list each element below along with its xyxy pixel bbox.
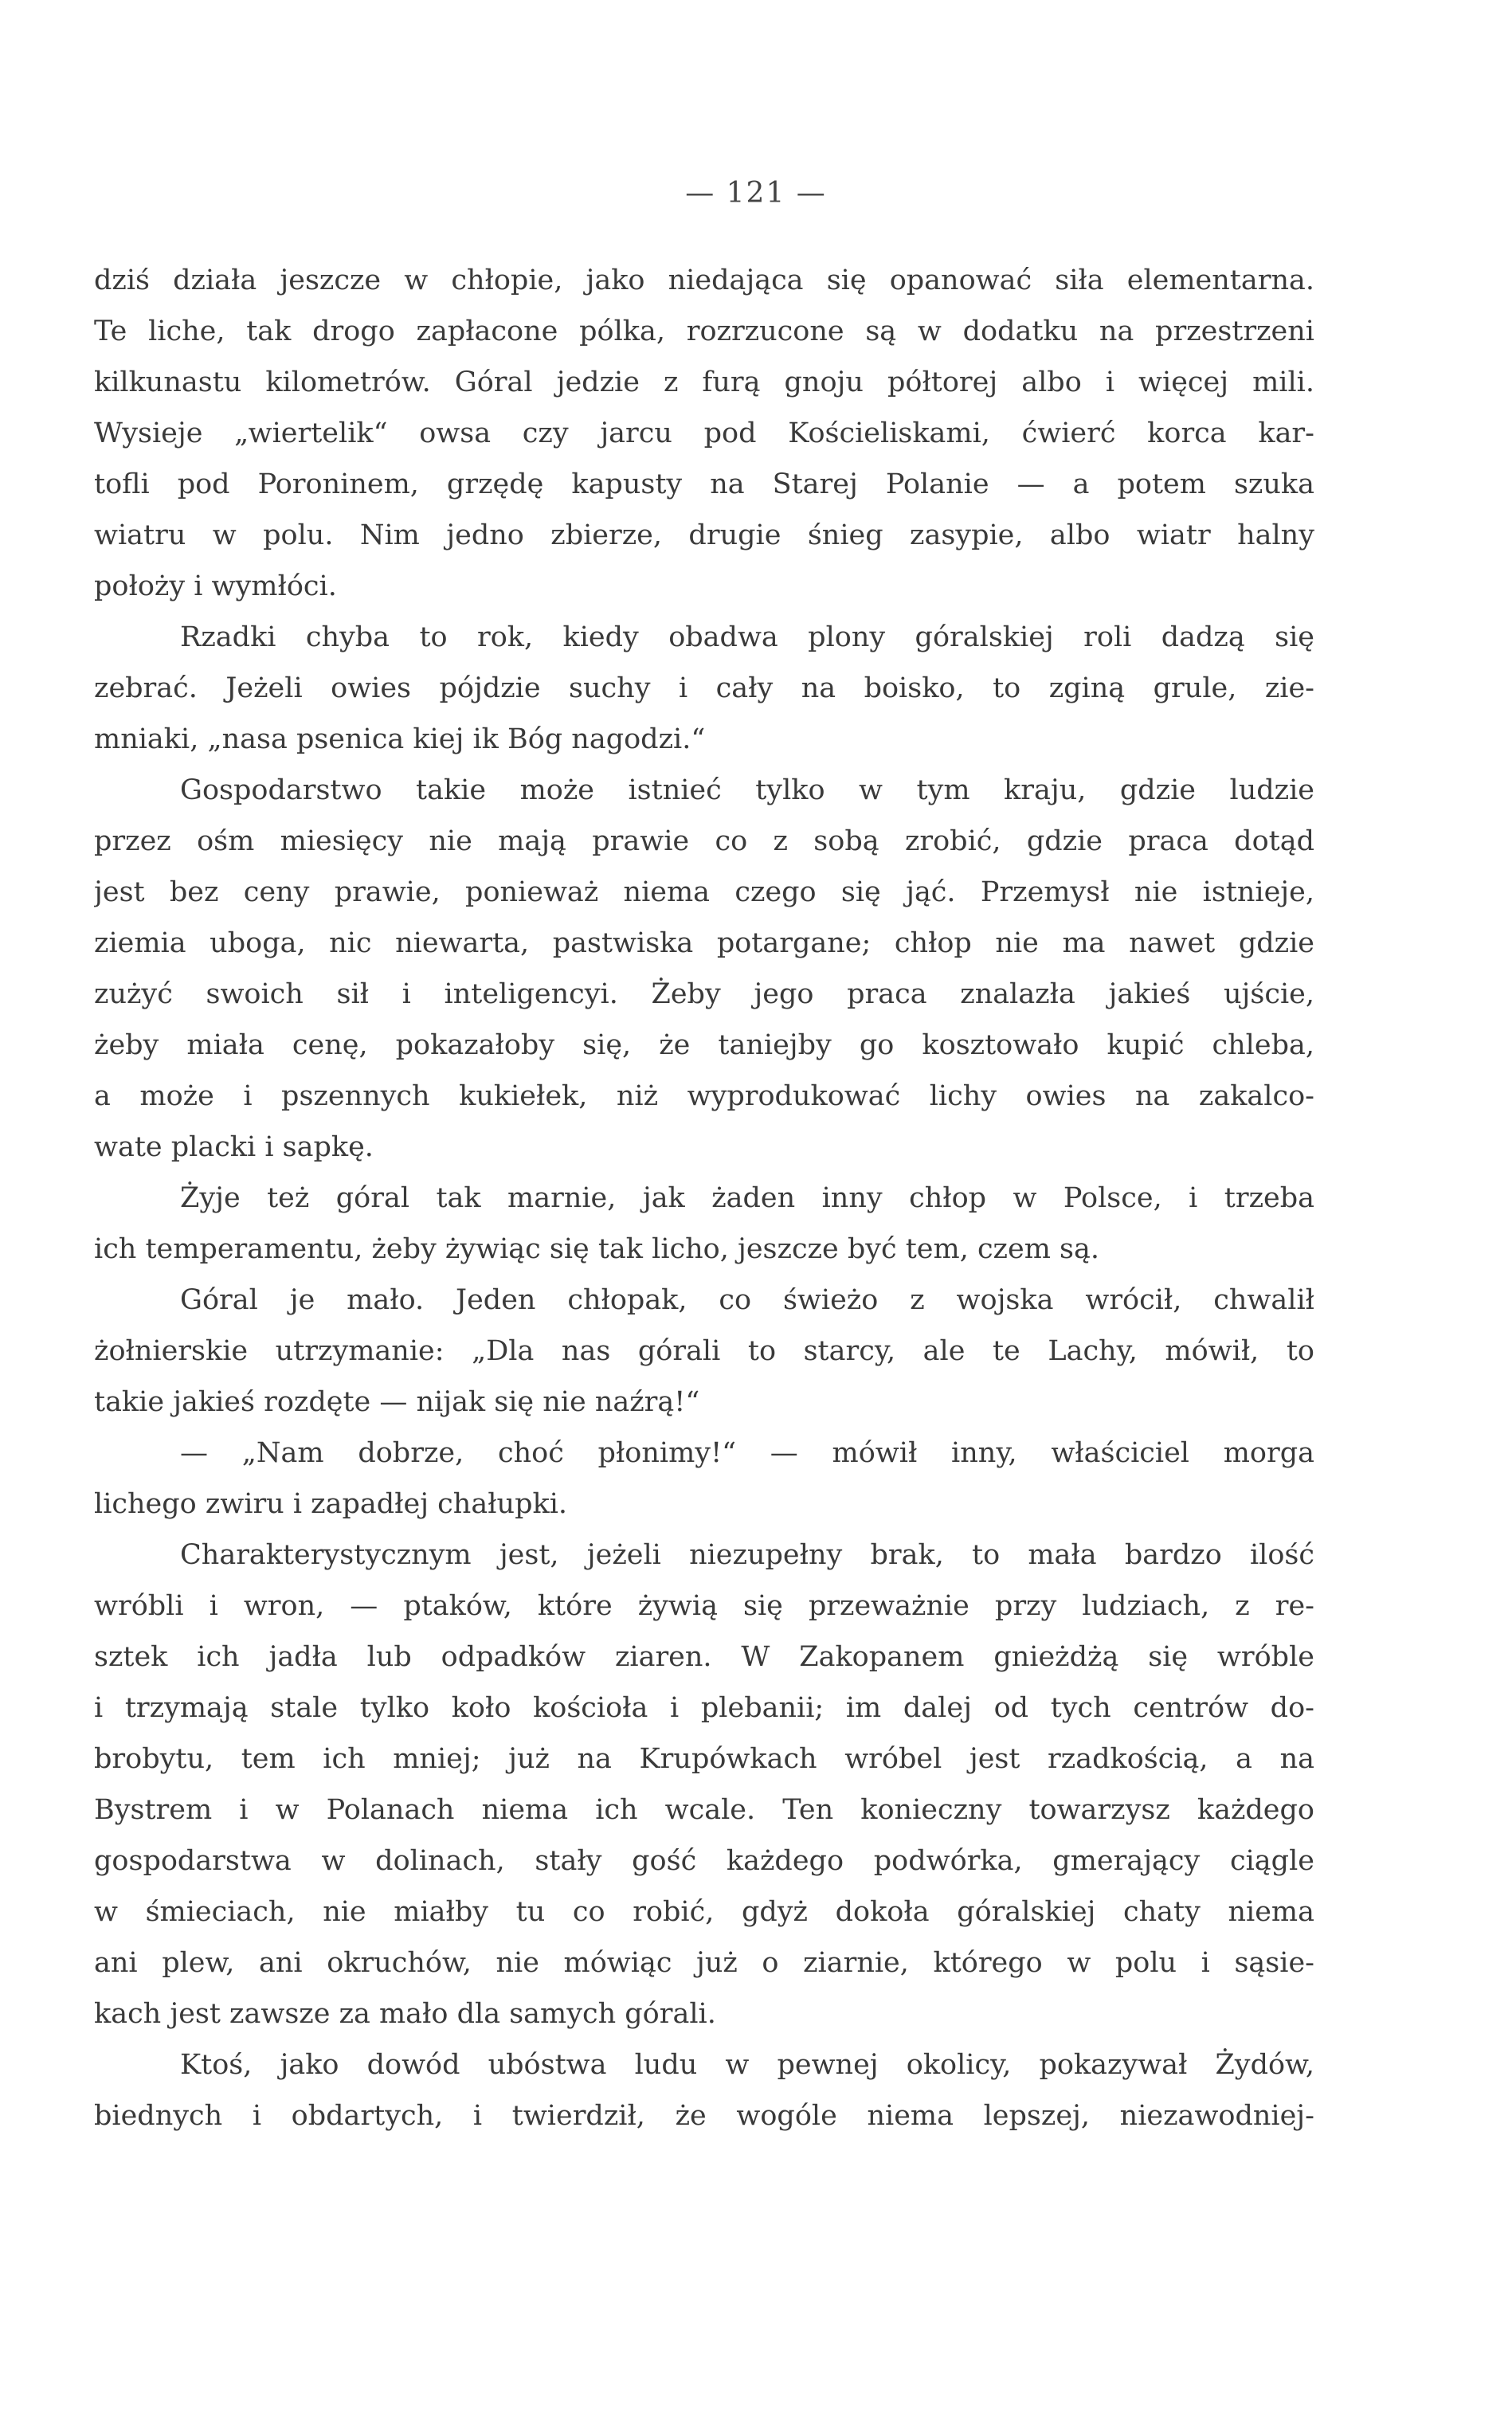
text-line: biednych i obdartych, i twierdził, że wogóle niema lepszej, niezawodniej- <box>94 2100 1314 2132</box>
text-line: wiatru w polu. Nim jedno zbierze, drugie śnieg zasypie, albo wiatr halny <box>94 519 1314 551</box>
text-line: Ktoś, jako dowód ubóstwa ludu w pewnej okolicy, pokazywał Żydów, <box>180 2049 1314 2081</box>
text-line: lichego zwiru i zapadłej chałupki. <box>94 1488 568 1520</box>
text-line: a może i pszennych kukiełek, niż wyprodukować lichy owies na zakalco- <box>94 1080 1314 1112</box>
text-line: zużyć swoich sił i inteligencyi. Żeby jego praca znalazła jakieś ujście, <box>94 978 1314 1010</box>
text-line: brobytu, tem ich mniej; już na Krupówkach wróbel jest rzadkością, a na <box>94 1743 1314 1775</box>
text-line: dziś działa jeszcze w chłopie, jako niedająca się opanować siła elementarna. <box>94 264 1314 296</box>
text-line: i trzymają stale tylko koło kościoła i plebanii; im dalej od tych centrów do- <box>94 1692 1314 1724</box>
text-line: wróbli i wron, — ptaków, które żywią się przeważnie przy ludziach, z re- <box>94 1590 1314 1622</box>
text-line: zebrać. Jeżeli owies pójdzie suchy i cały na boisko, to zginą grule, zie- <box>94 672 1314 704</box>
text-line: kach jest zawsze za mało dla samych górali. <box>94 1998 716 2030</box>
text-line: mniaki, „nasa psenica kiej ik Bóg nagodzi.“ <box>94 723 706 755</box>
text-line: Rzadki chyba to rok, kiedy obadwa plony góralskiej roli dadzą się <box>180 621 1314 653</box>
text-line: w śmieciach, nie miałby tu co robić, gdyż dokoła góralskiej chaty niema <box>94 1896 1314 1928</box>
text-line: Gospodarstwo takie może istnieć tylko w tym kraju, gdzie ludzie <box>180 774 1314 806</box>
text-line: Bystrem i w Polanach niema ich wcale. Ten konieczny towarzysz każdego <box>94 1794 1314 1826</box>
text-line: ani plew, ani okruchów, nie mówiąc już o ziarnie, którego w polu i sąsie- <box>94 1947 1314 1979</box>
text-line: — „Nam dobrze, choć płonimy!“ — mówił inny, właściciel morga <box>180 1437 1314 1469</box>
text-line: przez ośm miesięcy nie mają prawie co z sobą zrobić, gdzie praca dotąd <box>94 825 1314 857</box>
text-line: Góral je mało. Jeden chłopak, co świeżo z wojska wrócił, chwalił <box>180 1284 1314 1316</box>
text-line: żeby miała cenę, pokazałoby się, że taniejby go kosztowało kupić chleba, <box>94 1029 1314 1061</box>
text-line: gospodarstwa w dolinach, stały gość każdego podwórka, gmerający ciągle <box>94 1845 1314 1877</box>
text-line: położy i wymłóci. <box>94 570 337 602</box>
text-line: Charakterystycznym jest, jeżeli niezupełny brak, to mała bardzo ilość <box>180 1539 1314 1571</box>
text-line: Te liche, tak drogo zapłacone pólka, rozrzucone są w dodatku na przestrzeni <box>94 315 1314 347</box>
text-line: Żyje też góral tak marnie, jak żaden inny chłop w Polsce, i trzeba <box>180 1182 1314 1214</box>
text-line: tofli pod Poroninem, grzędę kapusty na Starej Polanie — a potem szuka <box>94 468 1314 500</box>
text-line: ziemia uboga, nic niewarta, pastwiska potargane; chłop nie ma nawet gdzie <box>94 927 1314 959</box>
text-line: takie jakieś rozdęte — nijak się nie naźrą!“ <box>94 1386 700 1418</box>
text-line: wate placki i sapkę. <box>94 1131 374 1163</box>
text-line: Wysieje „wiertelik“ owsa czy jarcu pod Kościeliskami, ćwierć korca kar- <box>94 417 1314 449</box>
text-line: sztek ich jadła lub odpadków ziaren. W Zakopanem gnieżdżą się wróble <box>94 1641 1314 1673</box>
text-line: ich temperamentu, żeby żywiąc się tak licho, jeszcze być tem, czem są. <box>94 1233 1099 1265</box>
text-line: żołnierskie utrzymanie: „Dla nas górali to starcy, ale te Lachy, mówił, to <box>94 1335 1314 1367</box>
text-line: kilkunastu kilometrów. Góral jedzie z furą gnoju półtorej albo i więcej mili. <box>94 366 1314 398</box>
page-number: — 121 — <box>685 177 827 210</box>
text-line: jest bez ceny prawie, ponieważ niema czego się jąć. Przemysł nie istnieje, <box>94 876 1314 908</box>
